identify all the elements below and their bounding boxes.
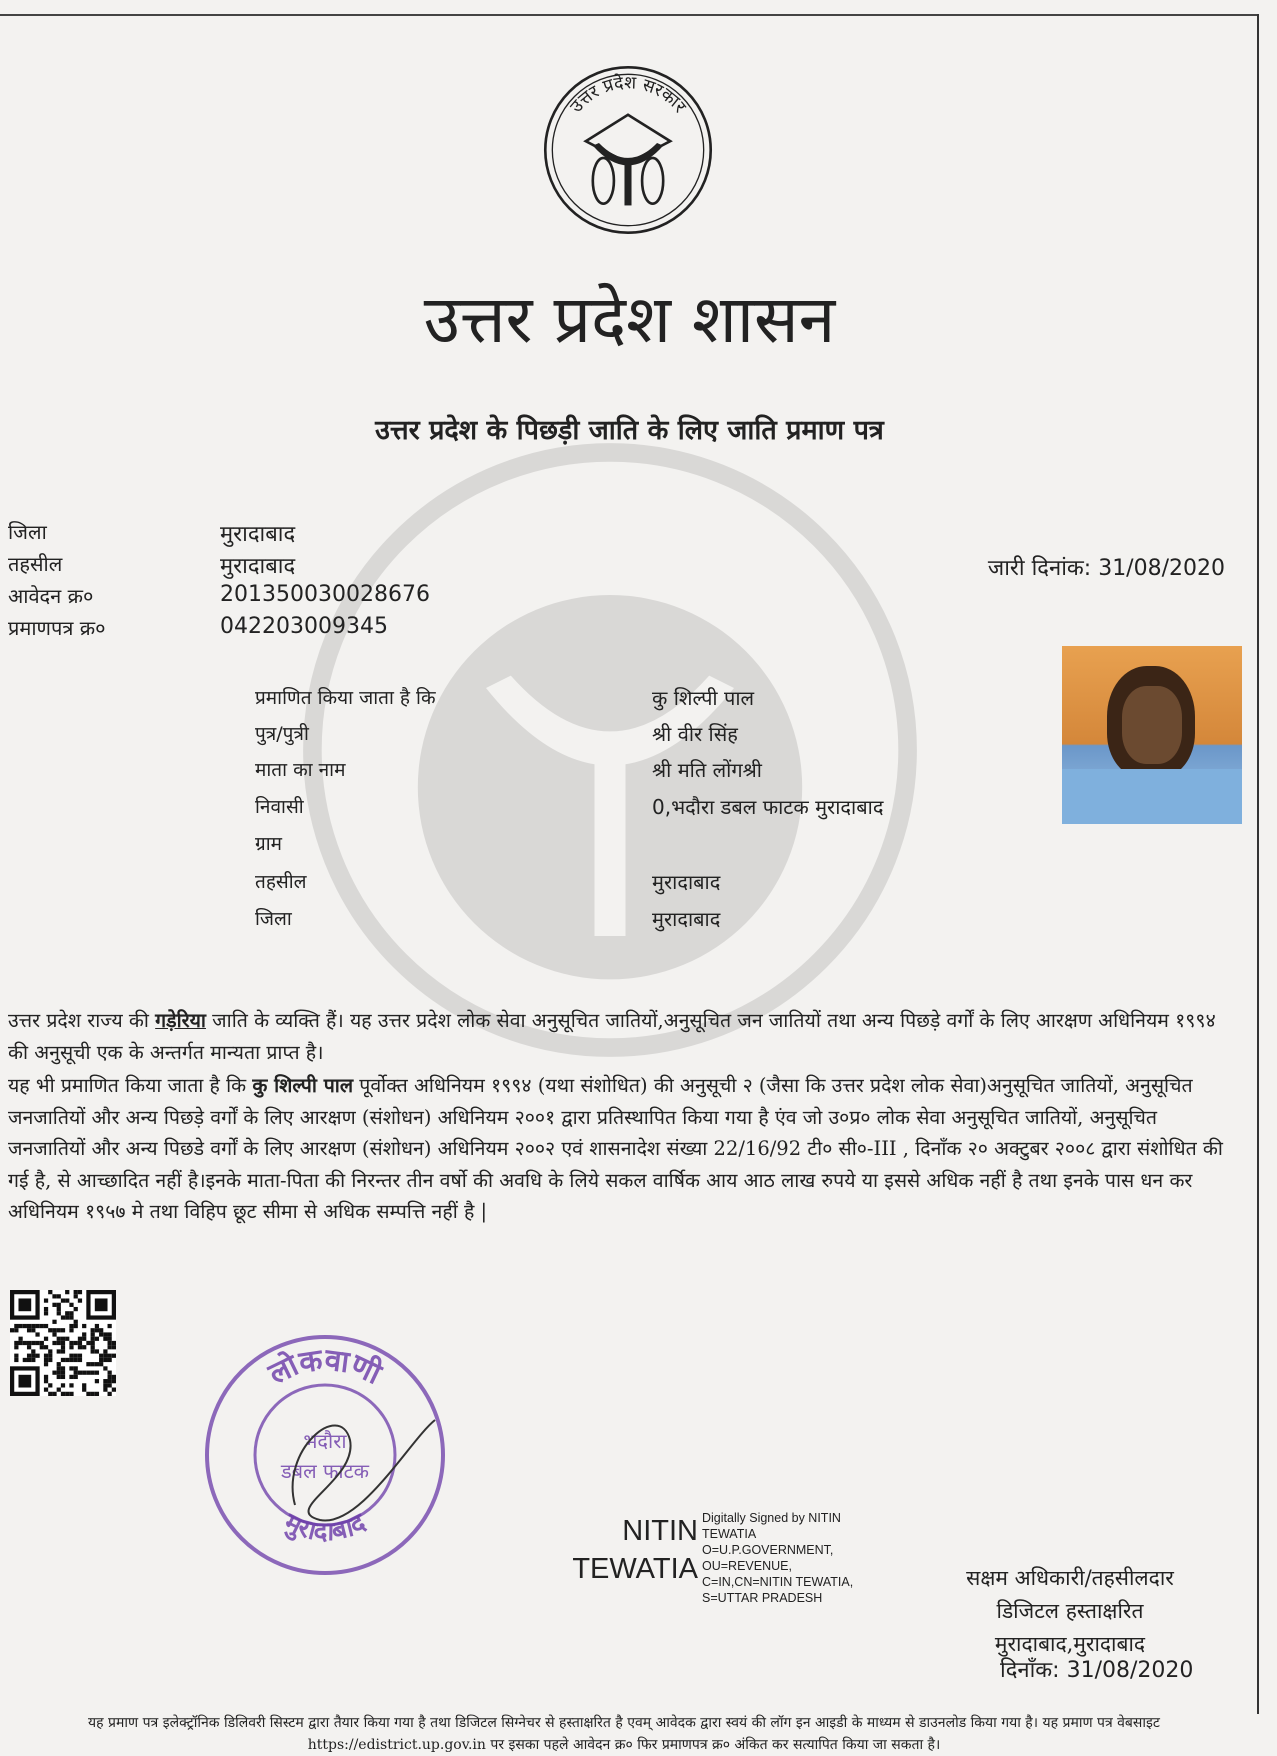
certified-value: कु शिल्पी पाल [652, 686, 755, 710]
son-daughter-label: पुत्र/पुत्री [255, 723, 309, 745]
stamp-bottom-text: मुरादाबाद [279, 1507, 371, 1548]
officer-date: दिनाँक: 31/08/2020 [1000, 1658, 1194, 1683]
certificate-no-label: प्रमाणपत्र क्र० [8, 616, 106, 640]
applicant-photo [1062, 646, 1242, 824]
district-value: मुरादाबाद [220, 522, 296, 547]
certified-label: प्रमाणित किया जाता है कि [255, 687, 436, 709]
resident-value: 0,भदौरा डबल फाटक मुरादाबाद [652, 795, 884, 819]
page-border-right [1257, 14, 1259, 1714]
declaration-paragraph: यह भी प्रमाणित किया जाता है कि कु शिल्पी पाल पूर्वोक्त अधिनियम १९९४ (यथा संशोधित) की अनुसूची २ (जैसा कि उत्तर प्रदेश लोक सेवा)अनुसूचित जातियों, अनुसूचित जनजातियों और अन्य पिछड़े वर्गों के लिए आरक्षण (संशोधन) अधिनियम २००१ द्वारा प्रतिस्थापित किया गया है एंव जो उ०प्र० लोक सेवा अनुसूचित जातियों, अनुसूचित जनजातियों और अन्य पिछडे वर्गों के लिए आरक्षण (संशोधन) अधिनियम २००२ एवं शासनादेश संख्या 22/16/92 टी० सी०-III , दिनाँक २० अक्टुबर २००८ द्वारा संशोधित की गई है, से आच्छादित नहीं है।इनके माता-पिता की निरन्तर तीन वर्षो की अवधि के लिये सकल वार्षिक आय आठ लाख रुपये या इससे अधिक नहीं है तथा इनके पास धन कर अधिनियम १९५७ मे तथा विहिप छूट सीमा से अधिक सम्पत्ति नहीं है | [8, 1074, 1223, 1223]
application-no-label: आवेदन क्र० [8, 584, 94, 608]
district-label: जिला [8, 520, 47, 544]
government-title: उत्तर प्रदेश शासन [423, 281, 836, 358]
up-government-emblem [540, 62, 716, 238]
photo-shirt [1062, 769, 1242, 824]
footer-note: यह प्रमाण पत्र इलेक्ट्रॉनिक डिलिवरी सिस्टम द्वारा तैयार किया गया है तथा डिजिटल सिग्नेचर से हस्ताक्षरित है एवम् आवेदक द्वारा स्वयं की लॉग इन आइडी के माध्यम से डाउनलोड किया गया है। यह प्रमाण पत्र वेबसाइट https://edistrict.up.gov.in पर इसका पहले आवेदन क्र० फिर प्रमाणपत्र क्र० अंकित कर सत्यापित किया जा सकता है। [88, 1715, 1160, 1753]
svg-text:मुरादाबाद [278, 1507, 371, 1547]
application-no-value: 201350030028676 [220, 582, 430, 607]
field-district-value: मुरादाबाद [652, 907, 721, 931]
signer-name: NITIN TEWATIA [572, 1515, 698, 1585]
field-tehsil-value: मुरादाबाद [652, 870, 721, 894]
tehsil-value: मुरादाबाद [220, 554, 296, 579]
field-tehsil-label: तहसील [255, 871, 307, 893]
field-district-label: जिला [255, 908, 292, 930]
tehsil-label: तहसील [8, 552, 63, 576]
office-stamp [200, 1330, 450, 1580]
digital-signature-details: Digitally Signed by NITIN TEWATIA O=U.P.GOVERNMENT, OU=REVENUE, C=IN,CN=NITIN TEWATIA, S=UTTAR PRADESH [702, 1511, 854, 1605]
emblem-text: उत्तर प्रदेश सरकार [566, 73, 690, 117]
issuing-officer-block: सक्षम अधिकारी/तहसीलदार डिजिटल हस्ताक्षरित मुरादाबाद,मुरादाबाद [966, 1566, 1174, 1656]
mother-name-label: माता का नाम [255, 759, 346, 781]
applicant-name: कु शिल्पी पाल [252, 1074, 354, 1097]
caste-paragraph: उत्तर प्रदेश राज्य की गड़ेरिया जाति के व्यक्ति हैं। यह उत्तर प्रदेश लोक सेवा अनुसूचित जातियों,अनुसूचित जन जातियों तथा अन्य पिछड़े वर्गों के लिए आरक्षण अधिनियम १९९४ की अनुसूची एक के अन्तर्गत मान्यता प्राप्त है। [8, 1009, 1216, 1064]
qr-code [10, 1290, 116, 1396]
issue-date: जारी दिनांक: 31/08/2020 [987, 556, 1225, 581]
son-daughter-value: श्री वीर सिंह [652, 722, 738, 746]
stamp-top-text: लोकवाणी [263, 1342, 387, 1392]
photo-face [1122, 686, 1182, 764]
emblem-watermark [300, 440, 920, 1060]
stamp-middle-text-1: भदौरा [303, 1429, 347, 1453]
village-label: ग्राम [255, 833, 282, 855]
stamp-middle-text-2: डबल फाटक [280, 1459, 370, 1483]
certificate-title: उत्तर प्रदेश के पिछड़ी जाति के लिए जाति प्रमाण पत्र [375, 415, 884, 446]
mother-name-value: श्री मति लोंगश्री [652, 758, 762, 782]
certificate-no-value: 042203009345 [220, 614, 388, 639]
resident-label: निवासी [255, 796, 304, 818]
caste-name: गड़ेरिया [155, 1009, 206, 1032]
page-border-top [0, 14, 1259, 16]
